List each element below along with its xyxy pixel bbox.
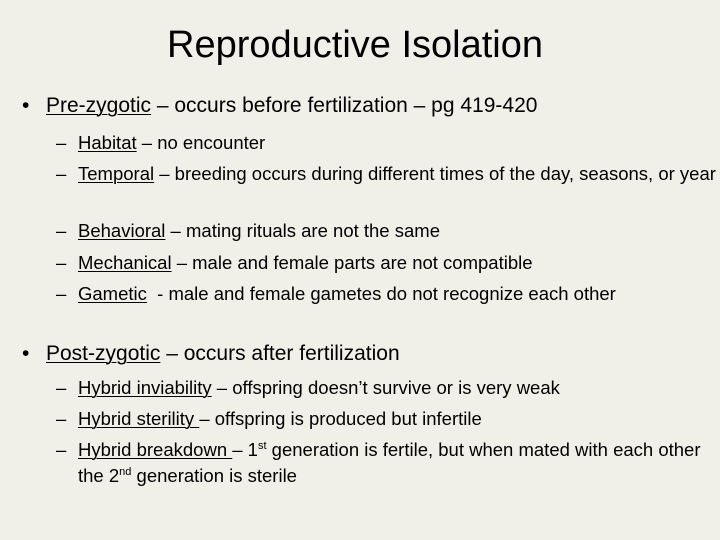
- temporal-term: Temporal: [78, 163, 155, 184]
- hybrid-breakdown-desc-b: generation is fertile, but when mated with each other the 2: [78, 439, 701, 486]
- bullet-pre-zygotic: [22, 92, 537, 120]
- sub-item-temporal: [56, 161, 718, 187]
- dash-icon: –: [56, 439, 67, 460]
- behavioral-term: Behavioral: [78, 220, 166, 241]
- hybrid-inviability-desc: – offspring doesn’t survive or is very weak: [211, 377, 560, 398]
- temporal-desc: – breeding occurs during different times of the day, seasons, or year: [154, 163, 716, 184]
- dash-icon: –: [56, 283, 67, 304]
- slide-title: Reproductive Isolation: [167, 24, 543, 66]
- bullet-dot-icon: •: [22, 342, 30, 365]
- gametic-desc: - male and female gametes do not recognize each other: [146, 283, 616, 304]
- hybrid-sterility-desc: – offspring is produced but infertile: [199, 408, 482, 429]
- hybrid-breakdown-desc-a: – 1: [232, 439, 258, 460]
- sub-item-gametic: [56, 281, 718, 307]
- behavioral-desc: – mating rituals are not the same: [165, 220, 440, 241]
- gametic-term: Gametic: [78, 283, 147, 304]
- dash-icon: –: [56, 377, 67, 398]
- sub-item-behavioral: [56, 218, 718, 244]
- sub-item-hybrid-breakdown: [56, 437, 718, 489]
- dash-icon: –: [56, 132, 67, 153]
- habitat-term: Habitat: [78, 132, 137, 153]
- hybrid-sterility-term: Hybrid sterility: [78, 408, 200, 429]
- dash-icon: –: [56, 220, 67, 241]
- pre-zygotic-desc: – occurs before fertilization – pg 419-420: [151, 94, 538, 117]
- bullet-post-zygotic: [22, 340, 400, 368]
- sub-item-habitat: [56, 130, 718, 156]
- hybrid-breakdown-desc-c: generation is sterile: [131, 465, 297, 486]
- mechanical-desc: – male and female parts are not compatible: [171, 252, 533, 273]
- dash-icon: –: [56, 163, 67, 184]
- ordinal-suffix-1: st: [257, 439, 267, 452]
- dash-icon: –: [56, 252, 67, 273]
- mechanical-term: Mechanical: [78, 252, 172, 273]
- pre-zygotic-term: Pre-zygotic: [46, 94, 152, 117]
- dash-icon: –: [56, 408, 67, 429]
- post-zygotic-term: Post-zygotic: [46, 342, 161, 365]
- post-zygotic-desc: – occurs after fertilization: [160, 342, 400, 365]
- bullet-dot-icon: •: [22, 94, 30, 117]
- hybrid-breakdown-term: Hybrid breakdown: [78, 439, 233, 460]
- sub-item-mechanical: [56, 250, 718, 276]
- sub-item-hybrid-inviability: [56, 375, 718, 401]
- sub-item-hybrid-sterility: [56, 406, 718, 432]
- habitat-desc: – no encounter: [136, 132, 266, 153]
- hybrid-inviability-term: Hybrid inviability: [78, 377, 212, 398]
- ordinal-suffix-2: nd: [119, 465, 132, 478]
